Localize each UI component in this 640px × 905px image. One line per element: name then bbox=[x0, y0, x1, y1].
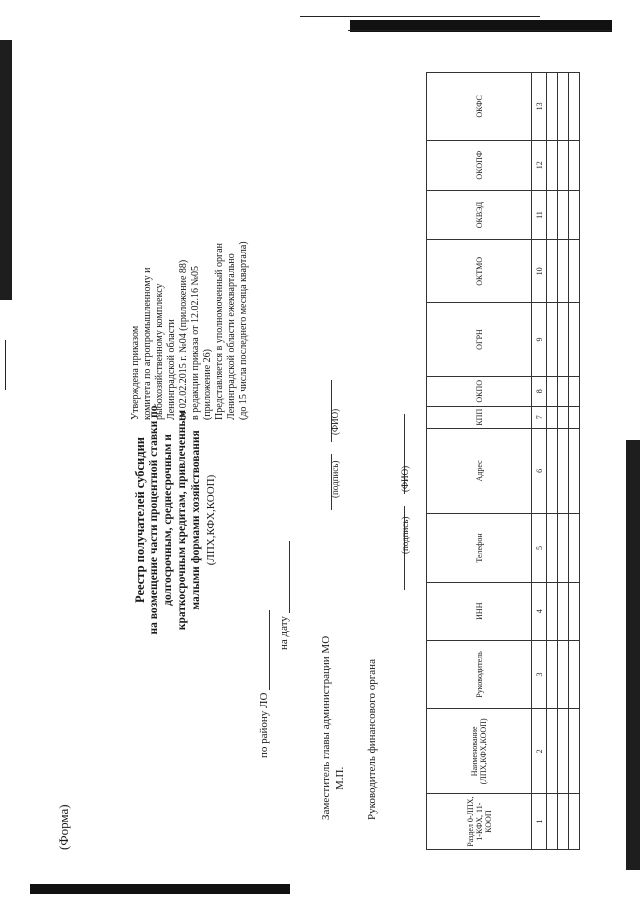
table-row bbox=[569, 73, 580, 850]
table-cell bbox=[558, 240, 569, 303]
table-cell bbox=[569, 794, 580, 850]
column-header: ОКТМО bbox=[427, 240, 532, 303]
approval-line: Ленинградской области ежеквартально bbox=[226, 253, 237, 420]
table-cell bbox=[547, 794, 558, 850]
table-cell bbox=[569, 190, 580, 240]
fio-caption: (ФИО) bbox=[400, 465, 410, 492]
column-number: 12 bbox=[532, 140, 547, 190]
column-number: 9 bbox=[532, 303, 547, 377]
table-cell bbox=[558, 303, 569, 377]
table-cell bbox=[558, 376, 569, 406]
table-cell bbox=[569, 640, 580, 709]
approval-line: рыбохозяйственному комплексу bbox=[154, 283, 165, 420]
column-header: ОКФС bbox=[427, 73, 532, 141]
column-number: 10 bbox=[532, 240, 547, 303]
stamp-label: М.П. bbox=[334, 766, 346, 790]
table-cell bbox=[558, 582, 569, 640]
table-cell bbox=[547, 514, 558, 583]
table-cell bbox=[547, 190, 558, 240]
column-header: ОКПО bbox=[427, 376, 532, 406]
table-row bbox=[547, 73, 558, 850]
table-cell bbox=[558, 140, 569, 190]
approval-line: комитета по агропромышленному и bbox=[142, 267, 153, 420]
column-number: 11 bbox=[532, 190, 547, 240]
table-cell bbox=[547, 640, 558, 709]
form-label: (Форма) bbox=[56, 804, 71, 850]
approval-line: в редакции приказа от 12.02.16 №05 bbox=[190, 266, 201, 420]
table-cell bbox=[558, 73, 569, 141]
table-cell bbox=[569, 582, 580, 640]
table-cell bbox=[569, 240, 580, 303]
date-label: на дату bbox=[278, 616, 290, 650]
column-header: КПП bbox=[427, 406, 532, 428]
column-number: 3 bbox=[532, 640, 547, 709]
scan-line bbox=[5, 340, 6, 390]
column-number: 13 bbox=[532, 73, 547, 141]
column-header: ОГРН bbox=[427, 303, 532, 377]
title-line: краткосрочным кредитам, привлеченным bbox=[176, 409, 188, 631]
column-number: 4 bbox=[532, 582, 547, 640]
table-cell bbox=[547, 140, 558, 190]
title-subtitle: (ЛПХ,КФХ,КООП) bbox=[205, 474, 217, 566]
column-number: 5 bbox=[532, 514, 547, 583]
table-header-row bbox=[427, 73, 532, 850]
date-field bbox=[278, 541, 290, 650]
table-cell bbox=[547, 406, 558, 428]
table-cell bbox=[569, 376, 580, 406]
document-title bbox=[133, 310, 218, 730]
column-header: ОКОПФ bbox=[427, 140, 532, 190]
title-line: Реестр получателей субсидии bbox=[133, 437, 147, 603]
table-cell bbox=[547, 428, 558, 513]
title-line: долгосрочным, среднесрочным и bbox=[162, 434, 174, 606]
column-header: Наименование (ЛПХ,КФХ,КООП) bbox=[427, 709, 532, 794]
table-cell bbox=[547, 303, 558, 377]
column-number: 6 bbox=[532, 428, 547, 513]
column-number: 8 bbox=[532, 376, 547, 406]
scan-border-bottom bbox=[30, 884, 290, 894]
document-page bbox=[48, 50, 588, 850]
column-number: 7 bbox=[532, 406, 547, 428]
signature-caption: (подпись) bbox=[330, 460, 340, 498]
column-header: Раздел 0-ЛПХ, 1-КФХ, 11-КООП bbox=[427, 794, 532, 850]
column-header: ИНН bbox=[427, 582, 532, 640]
table-cell bbox=[547, 709, 558, 794]
table-row bbox=[558, 73, 569, 850]
table-cell bbox=[569, 303, 580, 377]
table-cell bbox=[558, 190, 569, 240]
finance-head-label: Руководитель финансового органа bbox=[366, 659, 378, 820]
table-cell bbox=[569, 406, 580, 428]
table-cell bbox=[558, 514, 569, 583]
signature-caption: (подпись) bbox=[400, 516, 410, 554]
table-cell bbox=[569, 514, 580, 583]
column-number: 1 bbox=[532, 794, 547, 850]
table-cell bbox=[569, 709, 580, 794]
finance-signature-lines bbox=[387, 414, 405, 590]
approval-line: (приложение 26) bbox=[202, 349, 213, 420]
table-cell bbox=[569, 140, 580, 190]
title-line: малыми формами хозяйствования bbox=[190, 430, 202, 610]
column-number-row bbox=[532, 73, 547, 850]
scan-border-right bbox=[626, 440, 640, 870]
column-header: Телефон bbox=[427, 514, 532, 583]
column-header: Руководитель bbox=[427, 640, 532, 709]
scan-line bbox=[348, 30, 612, 31]
district-field bbox=[258, 610, 270, 758]
approval-line: от 02.02.2015 г. №04 (приложение 88) bbox=[178, 259, 189, 420]
table-cell bbox=[547, 240, 558, 303]
fio-caption: (ФИО) bbox=[330, 408, 340, 435]
table-cell bbox=[547, 582, 558, 640]
scan-border-left bbox=[0, 40, 12, 300]
column-number: 2 bbox=[532, 709, 547, 794]
table-cell bbox=[547, 376, 558, 406]
table-cell bbox=[558, 428, 569, 513]
registry-table bbox=[426, 72, 580, 850]
table-cell bbox=[569, 73, 580, 141]
table-cell bbox=[558, 709, 569, 794]
approval-line: Утверждена приказом bbox=[130, 325, 141, 420]
title-line: на возмещение части процентной ставки по bbox=[148, 405, 160, 635]
table-cell bbox=[558, 406, 569, 428]
district-label: по району ЛО bbox=[258, 692, 270, 758]
table-cell bbox=[558, 794, 569, 850]
date-blank bbox=[289, 541, 290, 613]
approval-line: (до 15 числа последнего месяца квартала) bbox=[238, 241, 249, 420]
approval-line: Представляется в уполномоченный орган bbox=[214, 243, 225, 420]
table-cell bbox=[547, 73, 558, 141]
table-cell bbox=[569, 428, 580, 513]
approval-line: Ленинградской области bbox=[166, 319, 177, 420]
district-blank bbox=[269, 610, 270, 690]
table-cell bbox=[558, 640, 569, 709]
column-header: ОКВЭД bbox=[427, 190, 532, 240]
column-header: Адрес bbox=[427, 428, 532, 513]
deputy-label: Заместитель главы администрации МО bbox=[320, 635, 332, 820]
scan-line bbox=[300, 16, 540, 17]
